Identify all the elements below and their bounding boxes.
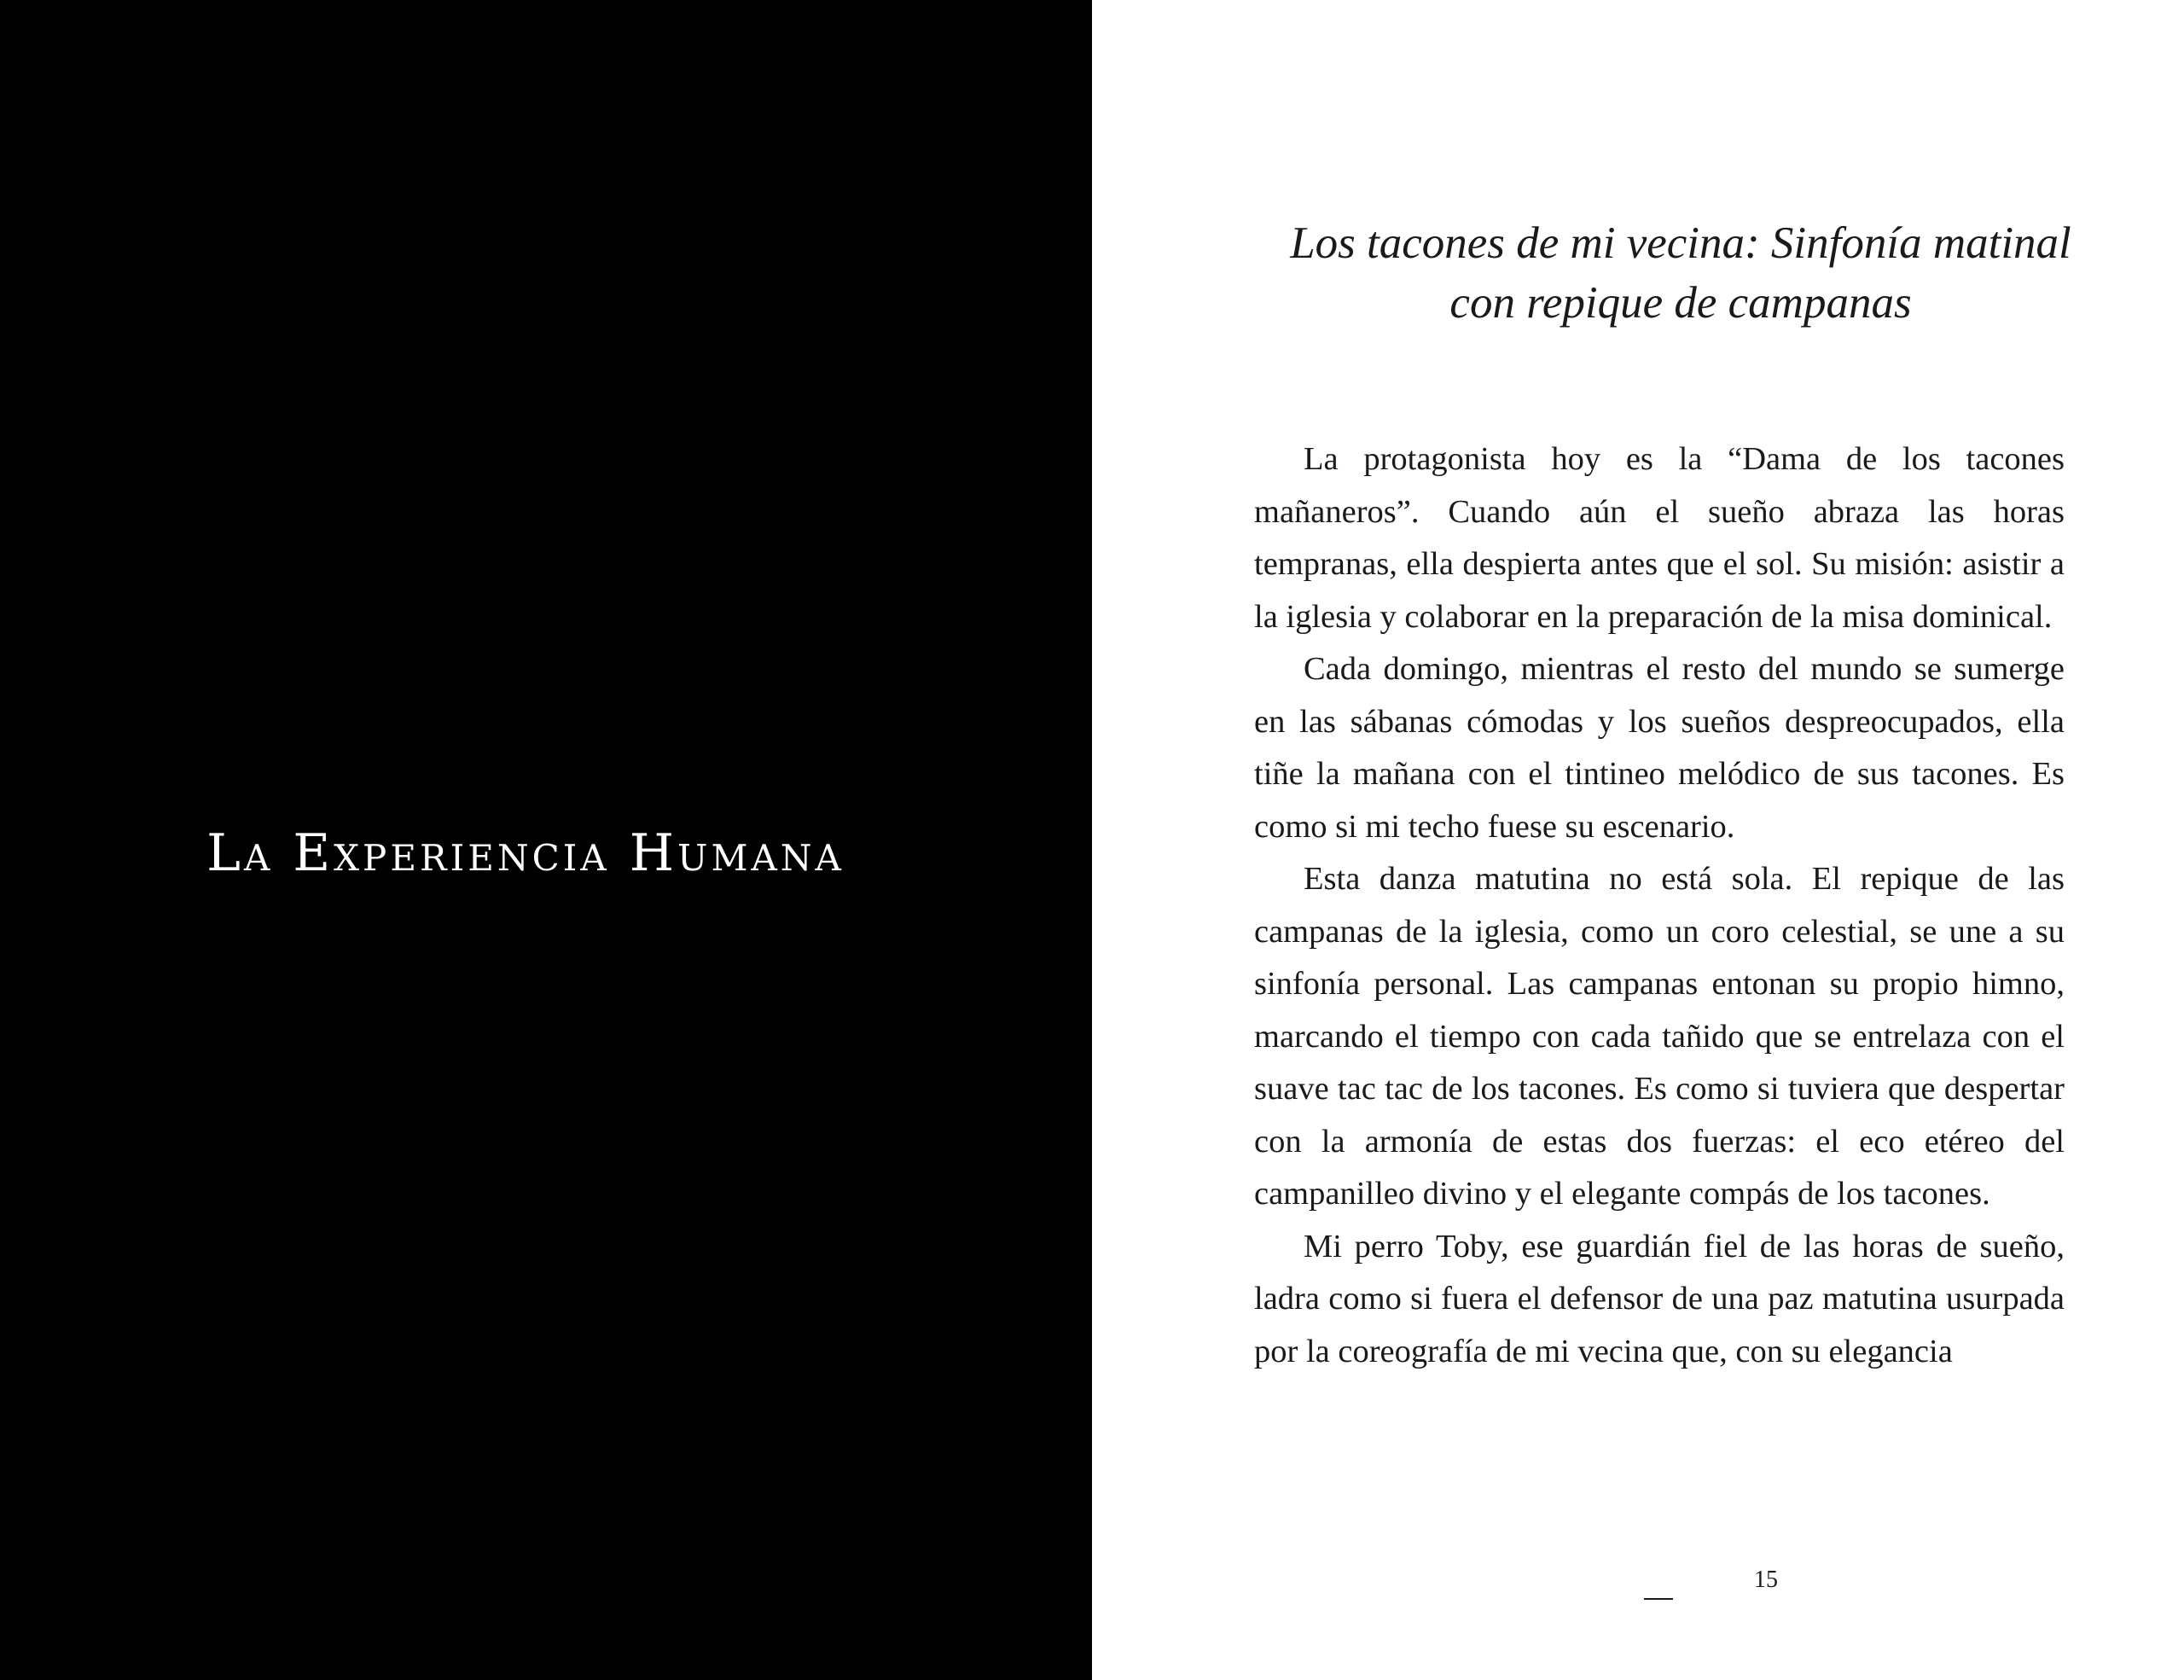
paragraph: Mi perro Toby, ese guardián fiel de las horas de sueño, ladra como si fuera el defensor de una paz matutina usurpada por la coreografía de mi vecina que, con su elegancia [1254,1228,2065,1369]
right-page [1092,0,2184,1680]
body-text [1254,433,2065,1378]
section-title: La Experiencia Humana [206,823,845,883]
page-number: 15 [1754,1567,1778,1593]
chapter-title: Los tacones de mi vecina: Sinfonía matinal con repique de campanas [1290,218,2071,328]
page-number-underline [1644,1598,1673,1600]
paragraph: Esta danza matutina no está sola. El repique de las campanas de la iglesia, como un coro celestial, se une a su sinfonía personal. Las campanas entonan su propio himno, marcando el tiempo con cada tañido que se entrelaza con el suave tac tac de los tacones. Es como si tuviera que despertar con la armonía de estas dos fuerzas: el eco etéreo del campanilleo divino y el elegante compás de los tacones. [1254,861,2065,1212]
paragraph: Cada domingo, mientras el resto del mundo se sumerge en las sábanas cómodas y los sueños despreocupados, ella tiñe la mañana con el tintineo melódico de sus tacones. Es como si mi techo fuese su escenario. [1254,651,2065,845]
paragraph: La protagonista hoy es la “Dama de los tacones mañaneros”. Cuando aún el sueño abraza las horas tempranas, ella despierta antes que el sol. Su misión: asistir a la iglesia y colaborar en la preparación de la misa dominical. [1254,441,2065,635]
